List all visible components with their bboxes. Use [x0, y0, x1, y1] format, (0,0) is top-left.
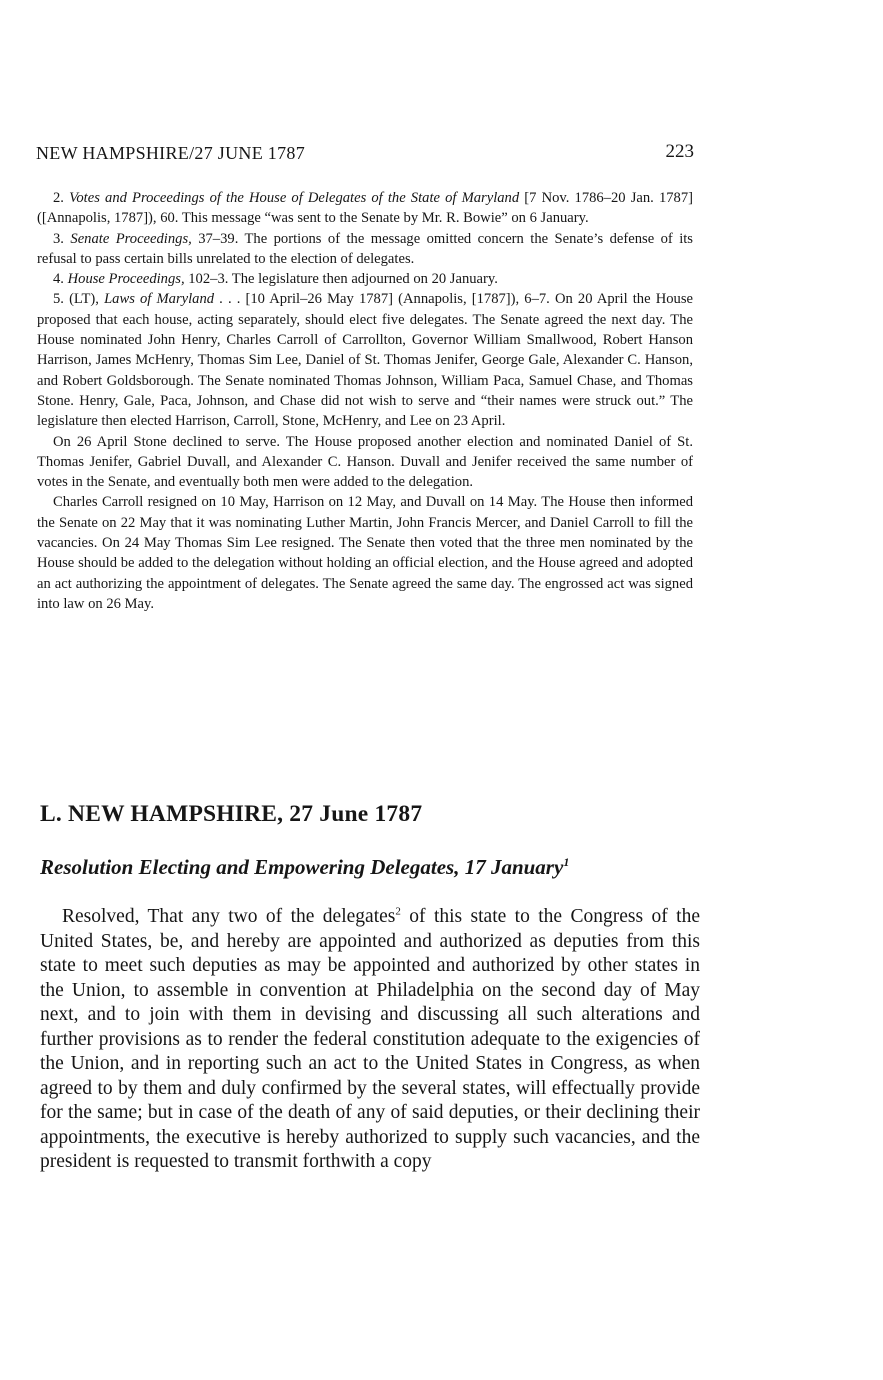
- note-prefix: (LT),: [63, 291, 105, 308]
- resolution-text: [40, 905, 700, 1175]
- section-title: L. NEW HAMPSHIRE, 27 June 1787: [40, 801, 423, 827]
- note-5-continued-1: [37, 432, 693, 493]
- note-number: 5.: [53, 291, 64, 308]
- body-text-rest: of this state to the Congress of the United States, be, and hereby are appointed and authorized as deputies from this state to meet such deputies as may be appointed and authorized by other states in the Union, to assemble in convention at Philadelphia on the second day of May next, and to join with them in devising and discussing all such alterations and further provisions as to render the federal constitution adequate to the exigencies of the Union, and in reporting such an act to the United States in Congress, as when agreed to by them and duly confirmed by the several states, will effectually provide for the same; but in case of the death of any of said deputies, or their declining their appointments, the executive is hereby authorized to supply such vacancies, and the president is requested to transmit forthwith a copy: [40, 906, 700, 1172]
- running-head: [36, 143, 694, 169]
- note-3: [37, 229, 693, 270]
- note-4: [37, 269, 693, 289]
- note-citation-title: Laws of Maryland: [104, 291, 215, 308]
- note-citation-title: Senate Proceedings,: [70, 230, 192, 247]
- note-citation-title: House Proceedings,: [67, 271, 185, 288]
- note-2: [37, 188, 693, 229]
- note-5-continued-2: [37, 492, 693, 614]
- note-number: 3.: [53, 230, 64, 247]
- note-number: 4.: [53, 271, 64, 288]
- footnote-marker: 1: [563, 855, 570, 869]
- document-title-text: Resolution Electing and Empowering Delegates, 17 January: [40, 855, 564, 879]
- footnotes-block: [37, 188, 693, 614]
- document-title: [40, 855, 720, 880]
- note-citation-title: Votes and Proceedings of the House of Delegates of the State of Maryland: [69, 190, 520, 206]
- note-text: [7 Nov. 1786–20 Jan. 1787] ([Annapolis, 1787]), 60. This message “was sent to the Senate by Mr. R. Bowie” on 6 January.: [37, 190, 694, 227]
- body-text-start: Resolved, That any two of the delegates: [62, 906, 396, 927]
- footnote-marker: 2: [395, 905, 401, 918]
- note-number: 2.: [53, 190, 64, 206]
- page-number: 223: [665, 141, 694, 162]
- note-text: On 26 April Stone declined to serve. The House proposed another election and nominated Daniel of St. Thomas Jenifer, Gabriel Duvall, and Alexander C. Hanson. Duvall and Jenifer received the same number of votes in the Senate, and eventually both men were added to the delegation.: [37, 433, 693, 491]
- note-text: . . . [10 April–26 May 1787] (Annapolis, [1787]), 6–7. On 20 April the House proposed that each house, acting separately, should elect five delegates. The Senate agreed the next day. The House nominated John Henry, Charles Carroll of Carrollton, Governor William Smallwood, Robert Hanson Harrison, James McHenry, Thomas Sim Lee, Daniel of St. Thomas Jenifer, George Gale, Alexander C. Hanson, and Robert Goldsborough. The Senate nominated Thomas Johnson, William Paca, Samuel Chase, and Thomas Stone. Henry, Gale, Paca, Johnson, and Chase did not wish to serve and “their names were struck out.” The legislature then elected Harrison, Carroll, Stone, McHenry, and Lee on 23 April.: [37, 291, 693, 430]
- resolution-paragraph: [40, 905, 700, 1175]
- note-text: 37–39. The portions of the message omitted concern the Senate’s defense of its refusal to pass certain bills unrelated to the election of delegates.: [37, 230, 693, 267]
- running-head-title: [36, 143, 305, 164]
- note-5: [37, 289, 693, 431]
- running-head-state: NEW HAMPSHIRE/: [36, 143, 195, 163]
- note-text: Charles Carroll resigned on 10 May, Harrison on 12 May, and Duvall on 14 May. The House then informed the Senate on 22 May that it was nominating Luther Martin, John Francis Mercer, and Daniel Carroll to fill the vacancies. On 24 May Thomas Sim Lee resigned. The Senate then voted that the three men nominated by the House should be added to the delegation without holding an official election, and the House agreed and adopted an act authorizing the appointment of delegates. The Senate agreed the same day. The engrossed act was signed into law on 26 May.: [37, 494, 693, 612]
- note-text: 102–3. The legislature then adjourned on 20 January.: [184, 271, 498, 288]
- running-head-date: 27 JUNE 1787: [194, 143, 305, 163]
